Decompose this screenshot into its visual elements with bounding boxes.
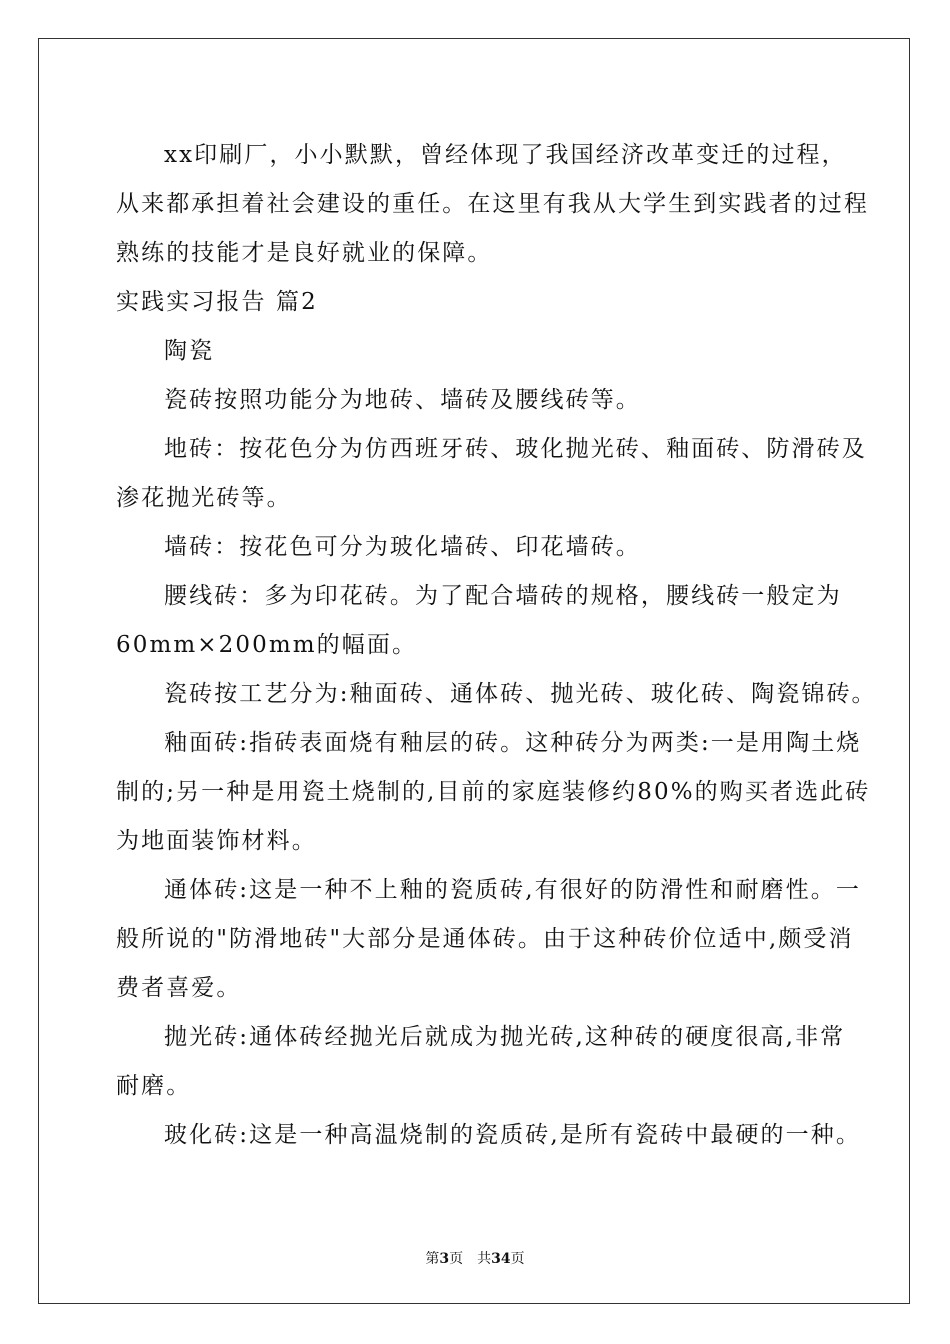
footer-suffix: 页 (510, 1251, 525, 1267)
text-line: 制的;另一种是用瓷土烧制的,目前的家庭装修约80%的购买者选此砖 (116, 779, 871, 805)
text-line: 抛光砖:通体砖经抛光后就成为抛光砖,这种砖的硬度很高,非常 (164, 1024, 846, 1050)
text-line: 60mm×200mm的幅面。 (116, 632, 418, 658)
current-page-number: 3 (439, 1251, 450, 1267)
text-line: 通体砖:这是一种不上釉的瓷质砖,有很好的防滑性和耐磨性。一 (164, 877, 861, 903)
page-footer (0, 1248, 950, 1268)
text-line: 般所说的"防滑地砖"大部分是通体砖。由于这种砖价位适中,颇受消 (116, 926, 854, 952)
text-line: 耐磨。 (116, 1073, 192, 1099)
text-line: 地砖：按花色分为仿西班牙砖、玻化抛光砖、釉面砖、防滑砖及 (164, 436, 867, 462)
document-body (116, 131, 877, 1160)
text-line: 实践实习报告 篇2 (116, 289, 318, 315)
text-line: 瓷砖按照功能分为地砖、墙砖及腰线砖等。 (164, 387, 641, 413)
text-line: 费者喜爱。 (116, 975, 242, 1001)
text-line: 从来都承担着社会建设的重任。在这里有我从大学生到实践者的过程 (116, 191, 869, 217)
text-line: 渗花抛光砖等。 (116, 485, 292, 511)
footer-mid: 页 共 (449, 1251, 492, 1267)
footer-prefix: 第 (425, 1251, 440, 1267)
text-line: 陶瓷 (164, 338, 215, 364)
text-line: 墙砖：按花色可分为玻化墙砖、印花墙砖。 (164, 534, 641, 560)
text-line: 熟练的技能才是良好就业的保障。 (116, 240, 493, 266)
text-line: 腰线砖：多为印花砖。为了配合墙砖的规格，腰线砖一般定为 (164, 583, 842, 609)
text-line: 釉面砖:指砖表面烧有釉层的砖。这种砖分为两类:一是用陶土烧 (164, 730, 862, 756)
text-line: 为地面装饰材料。 (116, 828, 317, 854)
text-line: xx印刷厂，小小默默，曾经体现了我国经济改革变迁的过程， (164, 142, 847, 168)
text-line: 玻化砖:这是一种高温烧制的瓷质砖,是所有瓷砖中最硬的一种。 (164, 1122, 861, 1148)
total-page-count: 34 (491, 1251, 511, 1267)
text-line: 瓷砖按工艺分为:釉面砖、通体砖、抛光砖、玻化砖、陶瓷锦砖。 (164, 681, 877, 707)
